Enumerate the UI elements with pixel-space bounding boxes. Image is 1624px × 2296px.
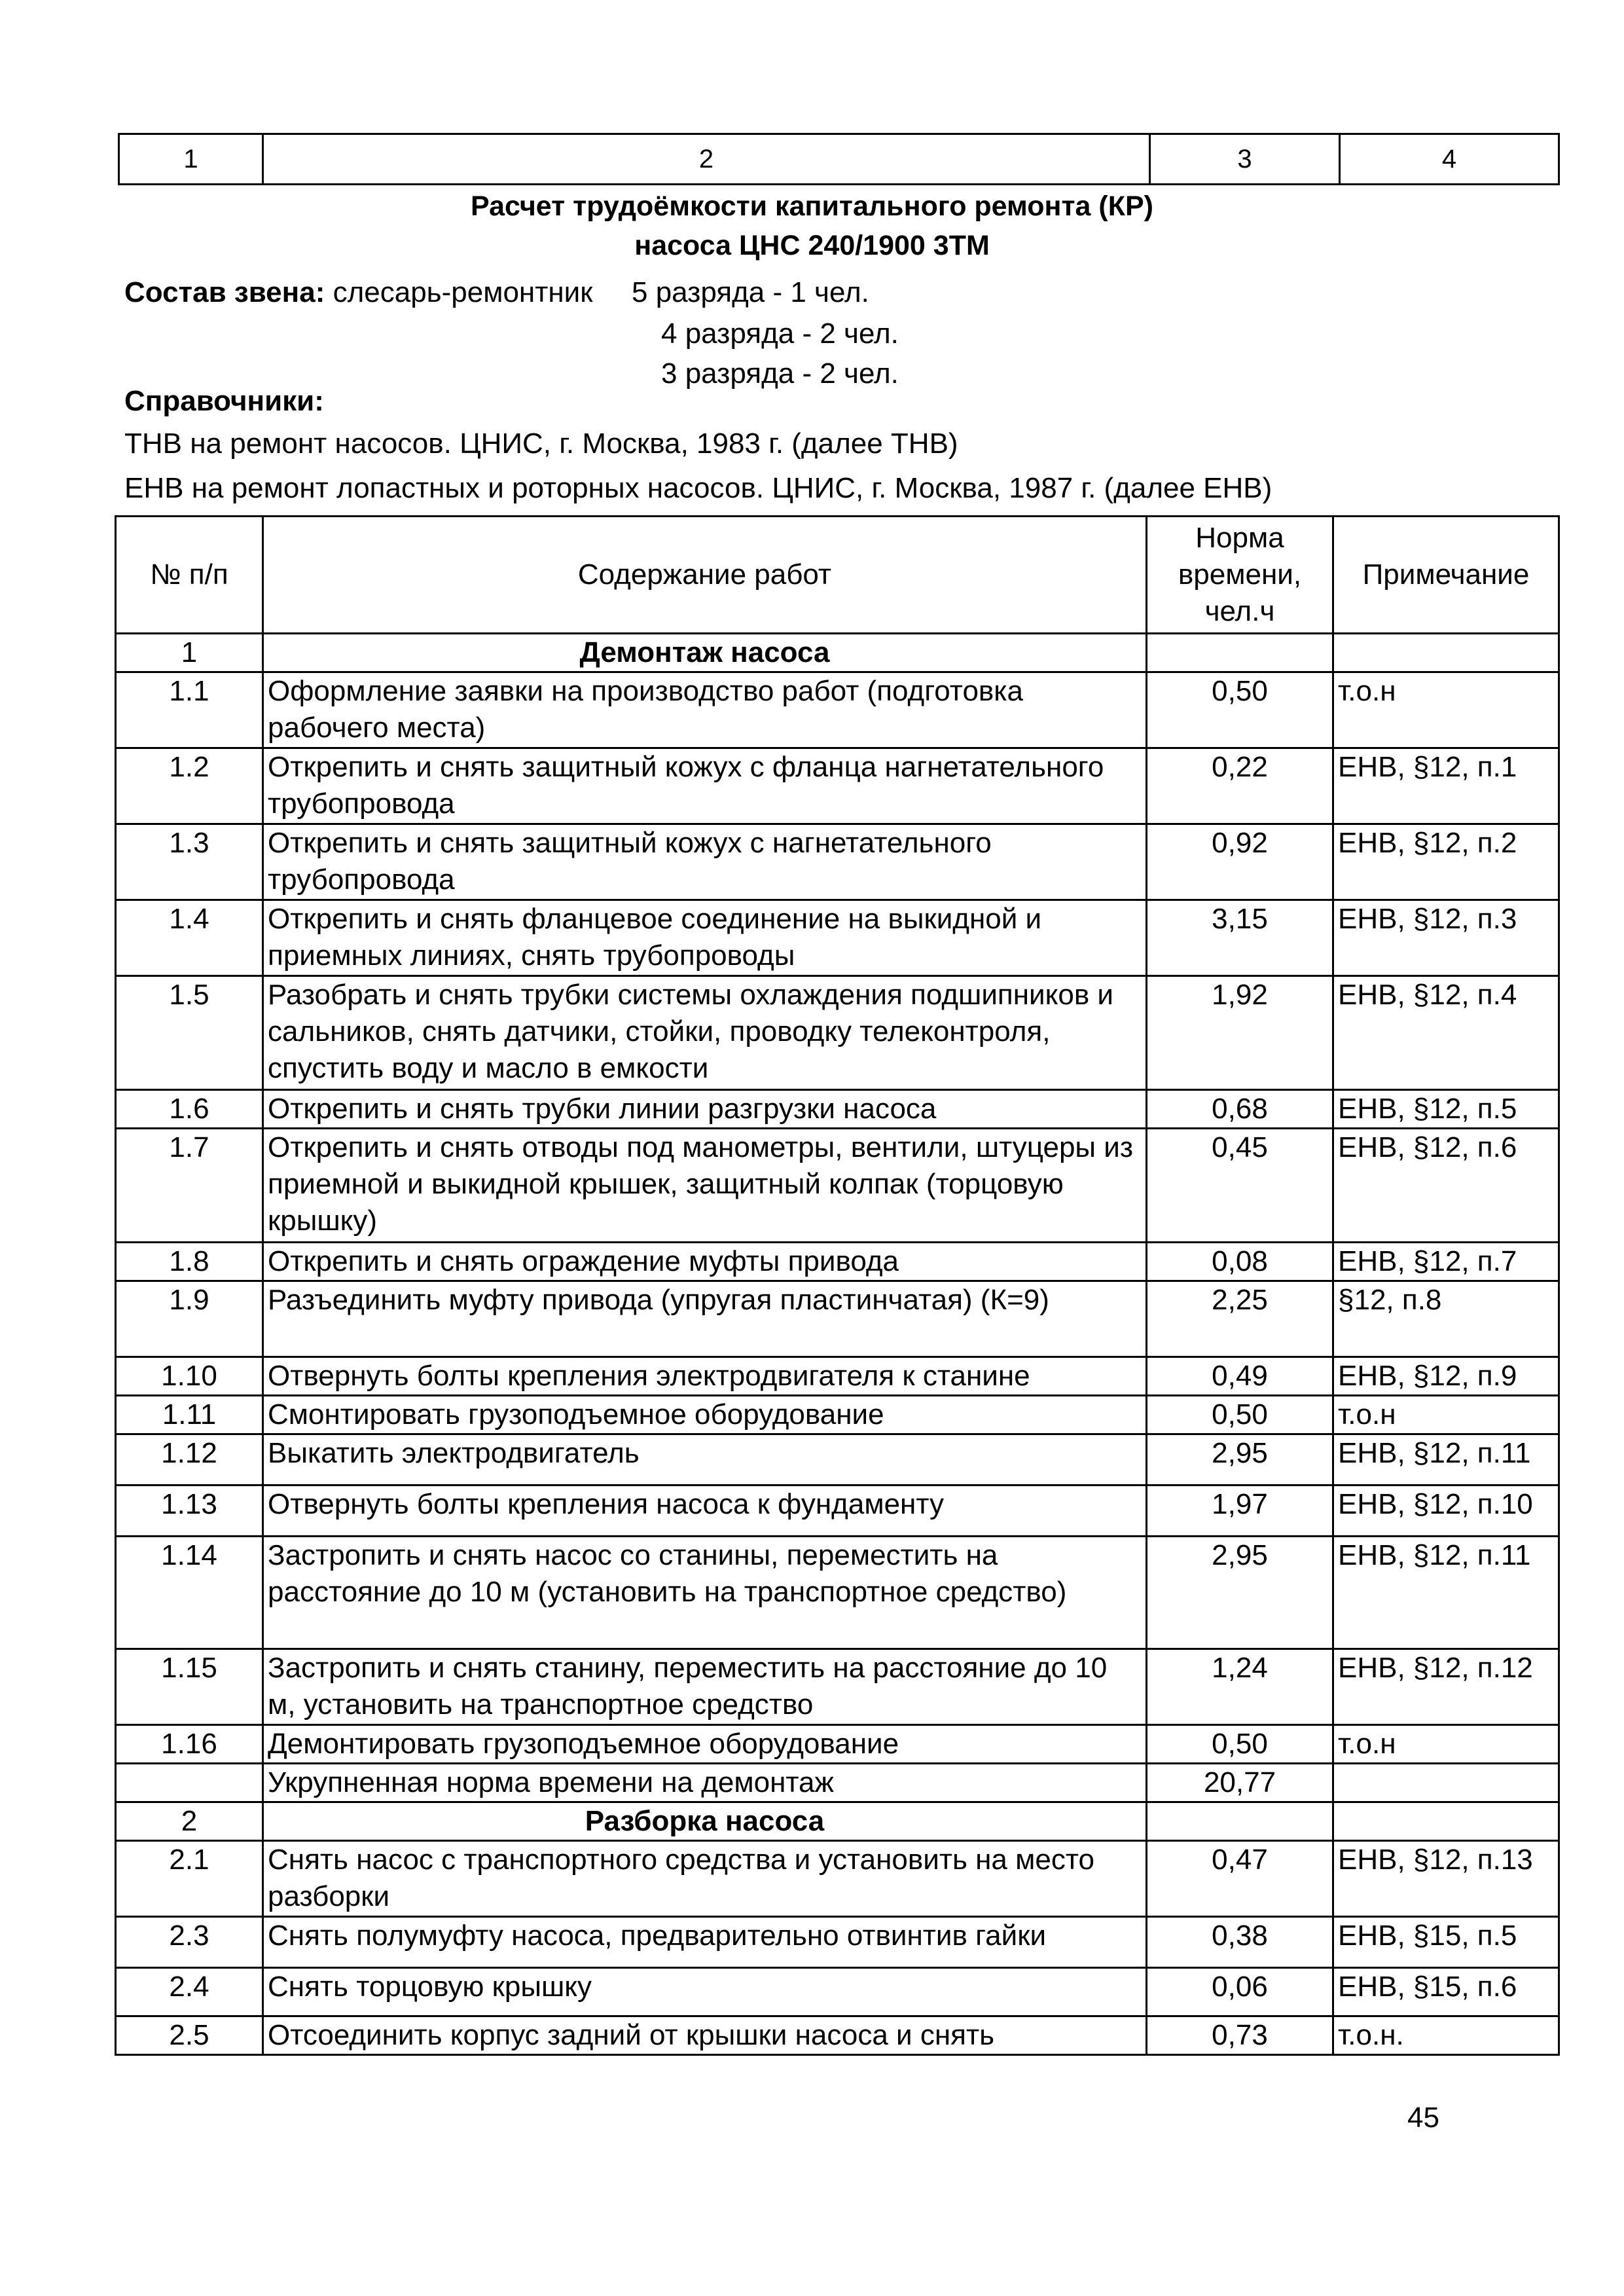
note: ЕНВ, §12, п.4 (1333, 976, 1559, 1090)
row-number: 1.2 (116, 748, 263, 824)
row-number: 2.1 (116, 1841, 263, 1917)
table-row (116, 824, 1559, 900)
table-row (116, 672, 1559, 748)
time-norm: 20,77 (1147, 1764, 1333, 1802)
note: ЕНВ, §12, п.12 (1333, 1649, 1559, 1725)
table-row (116, 1485, 1559, 1537)
note: т.о.н (1333, 672, 1559, 748)
table-row (116, 1129, 1559, 1243)
table-row (116, 1396, 1559, 1434)
note: т.о.н. (1333, 2016, 1559, 2055)
note: ЕНВ, §12, п.10 (1333, 1485, 1559, 1537)
table-row (116, 1090, 1559, 1129)
work-content: Застропить и снять насос со станины, переместить на расстояние до 10 м (установить на транспортное средство) (263, 1537, 1147, 1649)
row-number: 1.12 (116, 1434, 263, 1485)
note: §12, п.8 (1333, 1281, 1559, 1357)
row-number: 2.4 (116, 1968, 263, 2016)
reference-item: ТНВ на ремонт насосов. ЦНИС, г. Москва, 1983 г. (далее ТНВ) (124, 428, 958, 460)
time-norm: 1,24 (1147, 1649, 1333, 1725)
table-row (116, 1968, 1559, 2016)
references-label: Справочники: (124, 385, 324, 417)
header-content: Содержание работ (263, 517, 1147, 634)
work-content: Разъединить муфту привода (упругая пластинчатая) (К=9) (263, 1281, 1147, 1357)
table-row (116, 634, 1559, 672)
work-content: Открепить и снять ограждение муфты привода (263, 1243, 1147, 1281)
table-row (116, 1649, 1559, 1725)
work-content: Выкатить электродвигатель (263, 1434, 1147, 1485)
row-number: 1.6 (116, 1090, 263, 1129)
crew-grade: 3 разряда - 2 чел. (661, 357, 899, 390)
section-title: Разборка насоса (263, 1802, 1147, 1841)
row-number: 1.4 (116, 900, 263, 976)
work-content: Открепить и снять трубки линии разгрузки насоса (263, 1090, 1147, 1129)
table-header-row (116, 517, 1559, 634)
time-norm (1147, 1802, 1333, 1841)
row-number: 2.3 (116, 1917, 263, 1968)
note: ЕНВ, §12, п.3 (1333, 900, 1559, 976)
crew-label: Состав звена: (124, 276, 325, 308)
table-row (116, 1243, 1559, 1281)
row-number: 2 (116, 1802, 263, 1841)
note: ЕНВ, §12, п.7 (1333, 1243, 1559, 1281)
table-row (116, 2016, 1559, 2055)
note (1333, 634, 1559, 672)
time-norm: 0,45 (1147, 1129, 1333, 1243)
note: ЕНВ, §12, п.11 (1333, 1434, 1559, 1485)
note: ЕНВ, §12, п.2 (1333, 824, 1559, 900)
note: ЕНВ, §12, п.5 (1333, 1090, 1559, 1129)
note: ЕНВ, §12, п.6 (1333, 1129, 1559, 1243)
table-row (116, 1764, 1559, 1802)
row-number: 1.1 (116, 672, 263, 748)
row-number: 1.15 (116, 1649, 263, 1725)
crew-grade: 4 разряда - 2 чел. (661, 318, 899, 350)
table-row (116, 1281, 1559, 1357)
table-row (116, 1357, 1559, 1396)
reference-item: ЕНВ на ремонт лопастных и роторных насосов. ЦНИС, г. Москва, 1987 г. (далее ЕНВ) (124, 472, 1272, 504)
page-number: 45 (1407, 2102, 1439, 2134)
time-norm: 0,50 (1147, 1725, 1333, 1764)
time-norm: 2,25 (1147, 1281, 1333, 1357)
note: т.о.н (1333, 1396, 1559, 1434)
header-norm-line: чел.ч (1204, 595, 1275, 627)
time-norm: 3,15 (1147, 900, 1333, 976)
time-norm: 0,22 (1147, 748, 1333, 824)
work-content: Разобрать и снять трубки системы охлаждения подшипников и сальников, снять датчики, стойки, проводку телеконтроля, спустить воду и масло в емкости (263, 976, 1147, 1090)
header-note: Примечание (1333, 517, 1559, 634)
note: ЕНВ, §12, п.13 (1333, 1841, 1559, 1917)
note (1333, 1802, 1559, 1841)
column-number: 4 (1340, 134, 1559, 185)
column-number: 1 (119, 134, 263, 185)
table-row (116, 1917, 1559, 1968)
time-norm: 0,50 (1147, 1396, 1333, 1434)
note: ЕНВ, §15, п.5 (1333, 1917, 1559, 1968)
table-row (116, 1802, 1559, 1841)
column-number: 3 (1150, 134, 1340, 185)
work-content: Открепить и снять фланцевое соединение на выкидной и приемных линиях, снять трубопроводы (263, 900, 1147, 976)
work-content: Открепить и снять защитный кожух с фланца нагнетательного трубопровода (263, 748, 1147, 824)
section-title: Демонтаж насоса (263, 634, 1147, 672)
work-content: Демонтировать грузоподъемное оборудование (263, 1725, 1147, 1764)
work-content: Открепить и снять отводы под манометры, вентили, штуцеры из приемной и выкидной крышек, защитный колпак (торцовую крышку) (263, 1129, 1147, 1243)
document-title-line-2: насоса ЦНС 240/1900 3ТМ (634, 230, 990, 261)
table-row (116, 1725, 1559, 1764)
header-norm-line: Норма (1195, 522, 1284, 554)
work-content: Отвернуть болты крепления электродвигателя к станине (263, 1357, 1147, 1396)
work-content: Застропить и снять станину, переместить на расстояние до 10 м, установить на транспортное средство (263, 1649, 1147, 1725)
row-number (116, 1764, 263, 1802)
time-norm: 0,50 (1147, 672, 1333, 748)
row-number: 1 (116, 634, 263, 672)
header-norm (1147, 517, 1333, 634)
row-number: 1.9 (116, 1281, 263, 1357)
row-number: 1.8 (116, 1243, 263, 1281)
time-norm: 1,97 (1147, 1485, 1333, 1537)
note: ЕНВ, §15, п.6 (1333, 1968, 1559, 2016)
work-content: Укрупненная норма времени на демонтаж (263, 1764, 1147, 1802)
time-norm (1147, 634, 1333, 672)
time-norm: 0,47 (1147, 1841, 1333, 1917)
column-number-row (119, 134, 1559, 185)
time-norm: 2,95 (1147, 1434, 1333, 1485)
work-content: Снять насос с транспортного средства и установить на место разборки (263, 1841, 1147, 1917)
row-number: 1.3 (116, 824, 263, 900)
time-norm: 0,38 (1147, 1917, 1333, 1968)
crew-grade: 5 разряда - 1 чел. (632, 276, 869, 308)
table-row (116, 748, 1559, 824)
table-row (116, 1434, 1559, 1485)
note: т.о.н (1333, 1725, 1559, 1764)
crew-line (124, 273, 593, 312)
work-content: Оформление заявки на производство работ (подготовка рабочего места) (263, 672, 1147, 748)
work-content: Смонтировать грузоподъемное оборудование (263, 1396, 1147, 1434)
row-number: 1.16 (116, 1725, 263, 1764)
table-row (116, 900, 1559, 976)
table-row (116, 1537, 1559, 1649)
note: ЕНВ, §12, п.11 (1333, 1537, 1559, 1649)
row-number: 1.13 (116, 1485, 263, 1537)
header-num: № п/п (116, 517, 263, 634)
document-title-line-1: Расчет трудоёмкости капитального ремонта (КР) (471, 191, 1153, 222)
work-content: Снять полумуфту насоса, предварительно отвинтив гайки (263, 1917, 1147, 1968)
time-norm: 0,06 (1147, 1968, 1333, 2016)
time-norm: 0,08 (1147, 1243, 1333, 1281)
row-number: 1.11 (116, 1396, 263, 1434)
row-number: 1.14 (116, 1537, 263, 1649)
work-table (115, 515, 1560, 2056)
column-number-strip (118, 133, 1560, 185)
work-content: Отсоединить корпус задний от крышки насоса и снять (263, 2016, 1147, 2055)
work-content: Открепить и снять защитный кожух с нагнетательного трубопровода (263, 824, 1147, 900)
row-number: 1.7 (116, 1129, 263, 1243)
column-number: 2 (263, 134, 1150, 185)
note (1333, 1764, 1559, 1802)
table-row (116, 1841, 1559, 1917)
time-norm: 0,73 (1147, 2016, 1333, 2055)
row-number: 1.10 (116, 1357, 263, 1396)
row-number: 2.5 (116, 2016, 263, 2055)
row-number: 1.5 (116, 976, 263, 1090)
note: ЕНВ, §12, п.1 (1333, 748, 1559, 824)
crew-role: слесарь-ремонтник (333, 276, 593, 308)
work-content: Отвернуть болты крепления насоса к фундаменту (263, 1485, 1147, 1537)
time-norm: 2,95 (1147, 1537, 1333, 1649)
time-norm: 0,49 (1147, 1357, 1333, 1396)
time-norm: 0,68 (1147, 1090, 1333, 1129)
time-norm: 1,92 (1147, 976, 1333, 1090)
time-norm: 0,92 (1147, 824, 1333, 900)
header-norm-line: времени, (1178, 558, 1302, 591)
work-content: Снять торцовую крышку (263, 1968, 1147, 2016)
note: ЕНВ, §12, п.9 (1333, 1357, 1559, 1396)
table-row (116, 976, 1559, 1090)
